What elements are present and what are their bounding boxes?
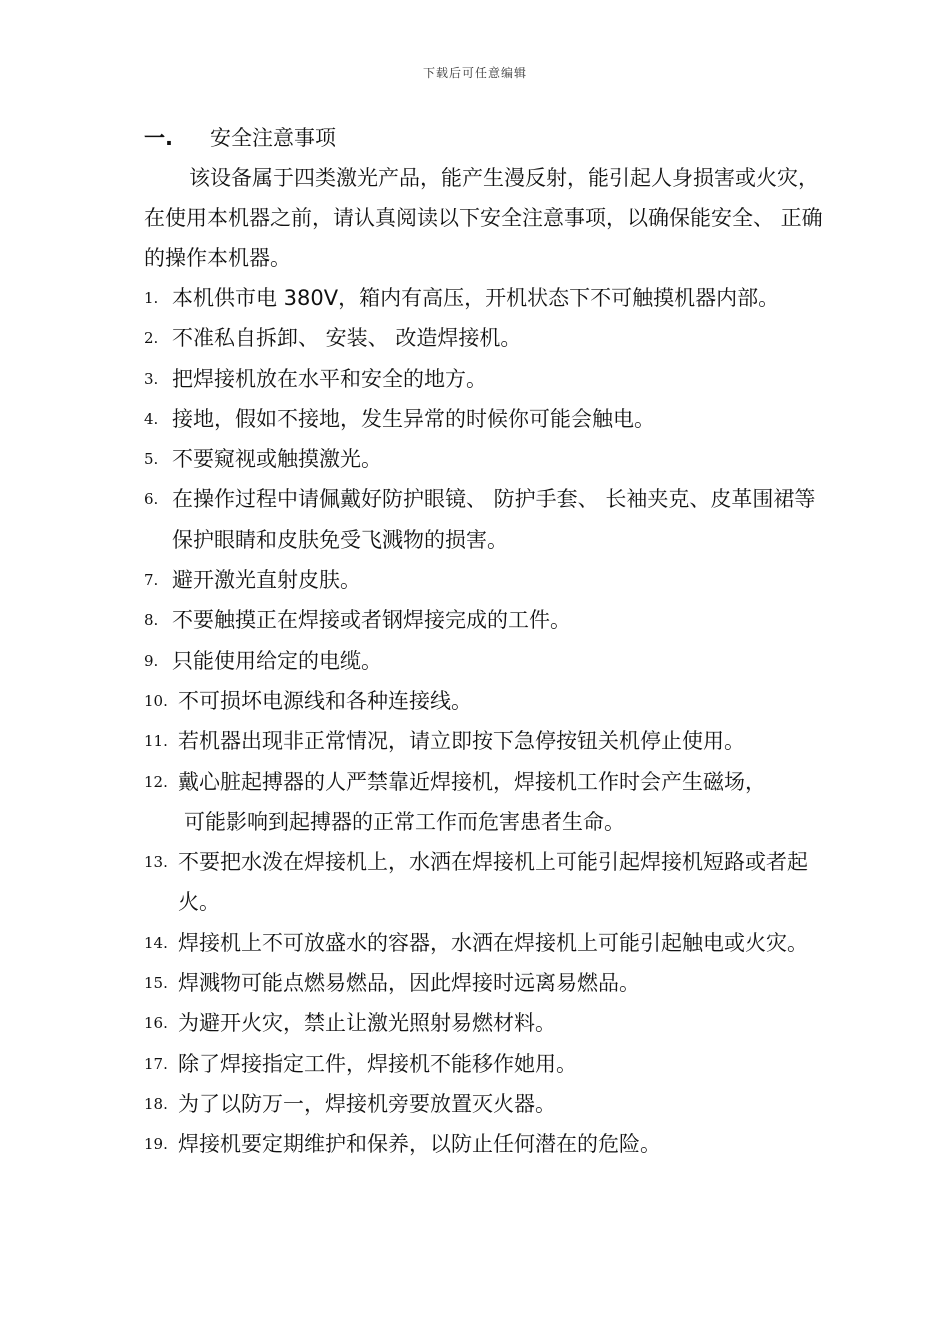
item-text: 接地，假如不接地，发生异常的时候你可能会触电。 [172,406,655,431]
page-header-note: 下载后可任意编辑 [422,66,527,80]
item-text: 除了焊接指定工件，焊接机不能移作她用。 [178,1051,577,1076]
item-index: 12. [144,772,168,791]
item-index: 5. [144,450,159,469]
item-text-continued: 可能影响到起搏器的正常工作而危害患者生命。 [184,809,625,834]
item-index: 6. [144,490,159,509]
list-item [144,278,834,318]
item-text: 把焊接机放在水平和安全的地方。 [172,366,487,391]
list-item [144,842,834,923]
item-text: 焊溅物可能点燃易燃品，因此焊接时远离易燃品。 [178,971,640,996]
item-text-wrap [178,762,834,843]
item-index: 4. [144,409,159,428]
item-index: 16. [144,1014,168,1033]
item-index: 10. [144,691,168,710]
item-text: 不准私自拆卸、 安装、 改造焊接机。 [172,326,522,351]
item-text: 若机器出现非正常情况，请立即按下急停按钮关机停止使用。 [178,729,745,754]
item-index: 17. [144,1054,168,1073]
list-item [144,963,834,1003]
item-index: 8. [144,611,159,630]
item-text: 不要触摸正在焊接或者钢焊接完成的工件。 [172,608,571,633]
list-item [144,1084,834,1124]
item-index: 11. [144,732,168,751]
item-index: 9. [144,651,159,670]
intro-paragraph: 该设备属于四类激光产品，能产生漫反射，能引起人身损害或火灾，在使用本机器之前，请认真阅读以下安全注意事项，以确保能安全、 正确的操作本机器。 [144,166,823,270]
item-text: 为了以防万一，焊接机旁要放置灭火器。 [178,1091,556,1116]
item-index: 2. [144,329,159,348]
list-item [144,721,834,761]
item-index: 15. [144,974,168,993]
list-item [144,762,834,843]
list-item [144,399,834,439]
list-item [144,1124,834,1164]
document-body [144,118,834,1165]
item-index: 18. [144,1094,168,1113]
list-item [144,479,834,560]
list-item [144,439,834,479]
item-index: 14. [144,933,168,952]
safety-items-list [144,278,834,1165]
item-text: 本机供市电 380V，箱内有高压，开机状态下不可触摸机器内部。 [172,286,780,310]
list-item [144,641,834,681]
item-text: 只能使用给定的电缆。 [172,648,382,673]
list-item [144,318,834,358]
item-index: 1. [144,289,159,307]
list-item [144,560,834,600]
item-text: 焊接机上不可放盛水的容器，水洒在焊接机上可能引起触电或火灾。 [178,930,808,955]
item-text: 不要窥视或触摸激光。 [172,447,382,472]
list-item [144,1003,834,1043]
list-item [144,1044,834,1084]
item-text: 焊接机要定期维护和保养，以防止任何潜在的危险。 [178,1132,661,1157]
item-index: 19. [144,1135,168,1154]
item-text: 在操作过程中请佩戴好防护眼镜、 防护手套、 长袖夹克、皮革围裙等保护眼睛和皮肤免受飞溅物的损害。 [172,487,816,552]
list-item [144,681,834,721]
item-index: 13. [144,853,168,872]
section-number: 一. [144,126,173,150]
list-item [144,359,834,399]
item-text: 不要把水泼在焊接机上，水洒在焊接机上可能引起焊接机短路或者起火。 [178,850,808,915]
section-title: 安全注意事项 [210,126,336,150]
item-text: 不可损坏电源线和各种连接线。 [178,688,472,713]
list-item [144,923,834,963]
item-index: 7. [144,571,159,590]
section-heading [144,118,834,158]
item-index: 3. [144,369,159,388]
item-text: 戴心脏起搏器的人严禁靠近焊接机，焊接机工作时会产生磁场， [178,769,766,794]
item-text: 避开激光直射皮肤。 [172,568,361,593]
list-item [144,600,834,640]
item-text: 为避开火灾，禁止让激光照射易燃材料。 [178,1011,556,1036]
